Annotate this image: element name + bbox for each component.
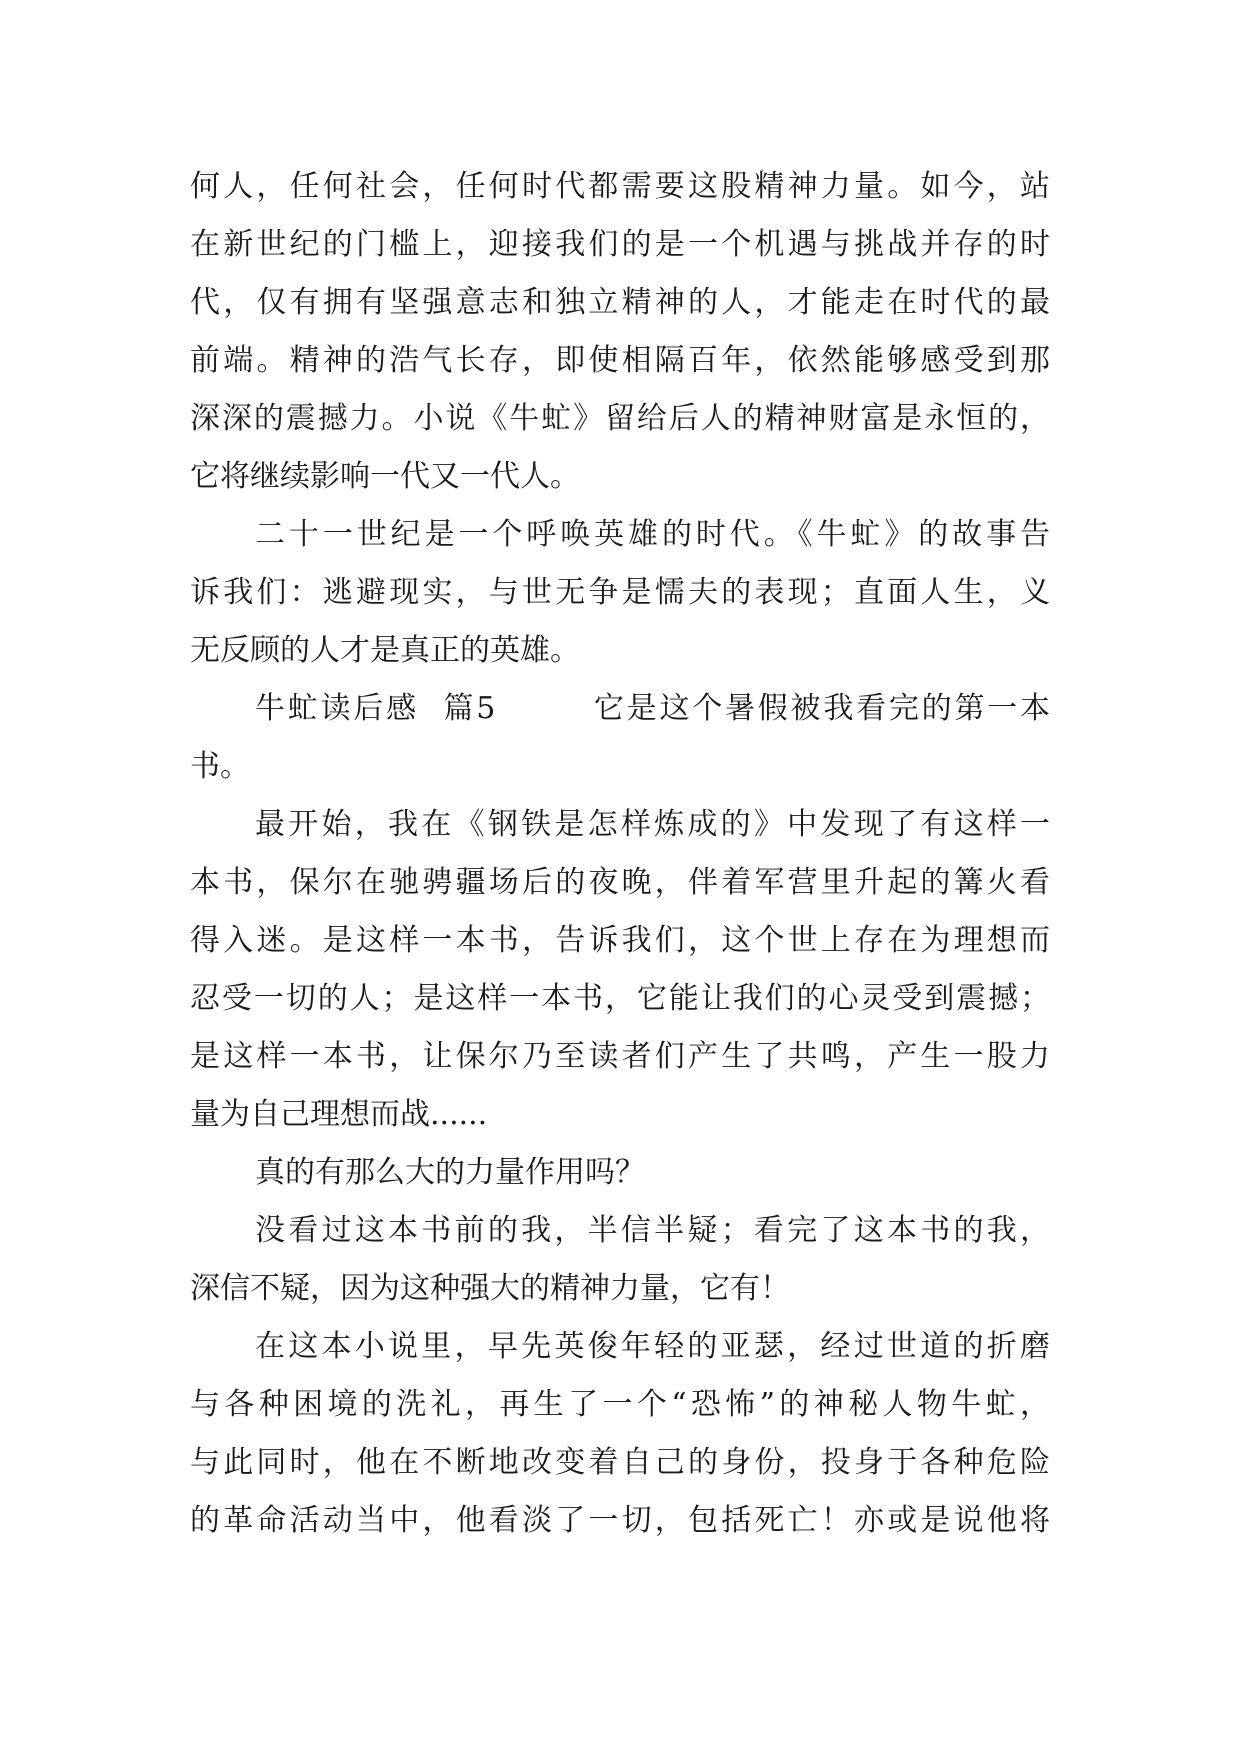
text-line: 它将继续影响一代又一代人。 (190, 459, 580, 494)
document-body (190, 158, 1050, 1550)
text-line: 本书，保尔在驰骋疆场后的夜晚，伴着军营里升起的篝火看 (190, 865, 1050, 900)
text-line: 二十一世纪是一个呼唤英雄的时代。《牛虻》的故事告 (255, 517, 1050, 552)
text-line: 真的有那么大的力量作用吗？ (255, 1155, 645, 1190)
section-heading-line: 牛虻读后感 篇5 它是这个暑假被我看完的第一本 (255, 691, 1050, 726)
text-line: 最开始，我在《钢铁是怎样炼成的》中发现了有这样一 (255, 807, 1050, 842)
text-line: 诉我们：逃避现实，与世无争是懦夫的表现；直面人生，义 (190, 575, 1050, 610)
text-line: 没看过这本书前的我，半信半疑；看完了这本书的我， (255, 1213, 1050, 1248)
text-line: 在这本小说里，早先英俊年轻的亚瑟，经过世道的折磨 (255, 1329, 1050, 1364)
text-line: 在新世纪的门槛上，迎接我们的是一个机遇与挑战并存的时 (190, 227, 1050, 262)
text-line: 与各种困境的洗礼，再生了一个“恐怖”的神秘人物牛虻， (190, 1387, 1050, 1422)
text-line: 深信不疑，因为这种强大的精神力量，它有！ (190, 1271, 790, 1306)
text-line: 是这样一本书，让保尔乃至读者们产生了共鸣，产生一股力 (190, 1039, 1050, 1074)
text-line: 书。 (190, 749, 250, 784)
text-line: 忍受一切的人；是这样一本书，它能让我们的心灵受到震撼； (190, 981, 1050, 1016)
text-line: 得入迷。是这样一本书，告诉我们，这个世上存在为理想而 (190, 923, 1050, 958)
text-line: 代，仅有拥有坚强意志和独立精神的人，才能走在时代的最 (190, 285, 1050, 320)
text-line: 与此同时，他在不断地改变着自己的身份，投身于各种危险 (190, 1445, 1050, 1480)
text-line: 前端。精神的浩气长存，即使相隔百年，依然能够感受到那 (190, 343, 1050, 378)
text-line: 的革命活动当中，他看淡了一切，包括死亡！亦或是说他将 (190, 1503, 1050, 1538)
text-line: 深深的震撼力。小说《牛虻》留给后人的精神财富是永恒的， (190, 401, 1050, 436)
text-line: 量为自己理想而战...... (190, 1097, 488, 1132)
text-line: 何人，任何社会，任何时代都需要这股精神力量。如今，站 (190, 169, 1050, 204)
text-line: 无反顾的人才是真正的英雄。 (190, 633, 580, 668)
